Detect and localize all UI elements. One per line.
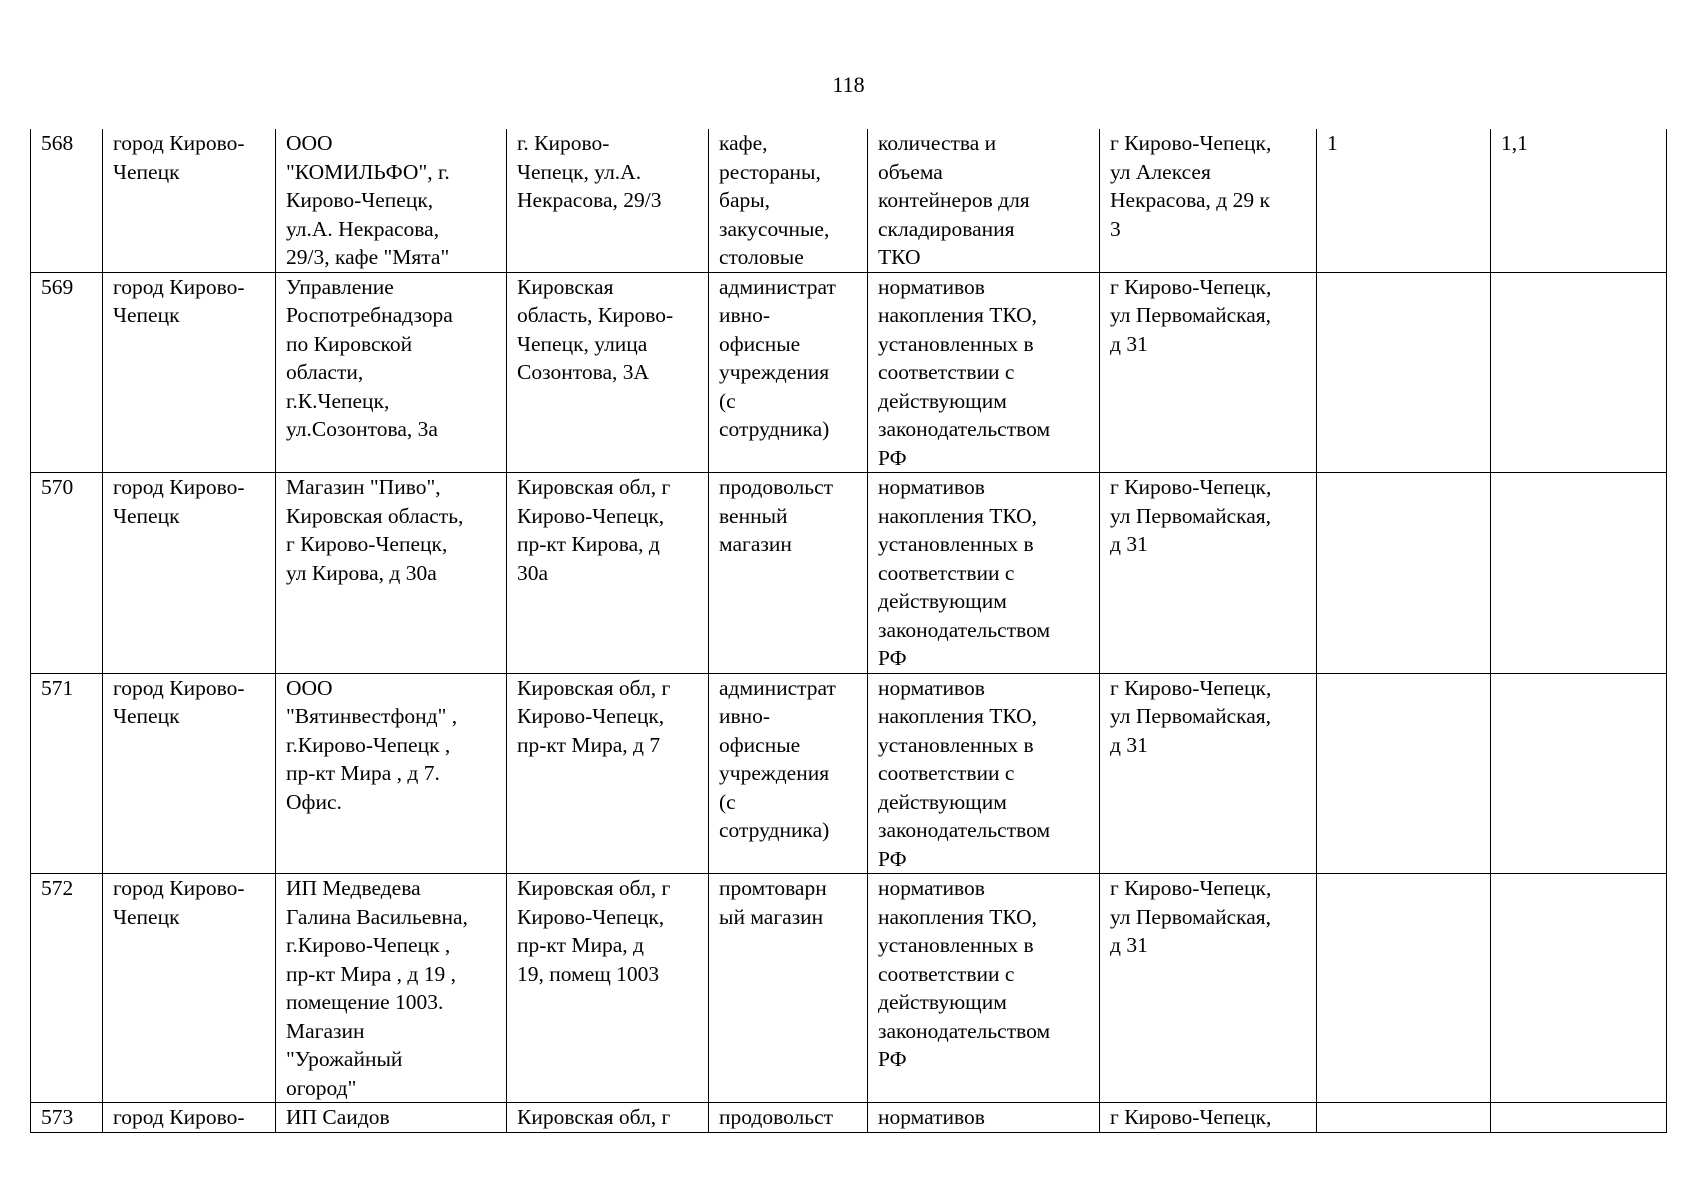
quantity-cell [1317,874,1491,1103]
table-row [31,129,1667,272]
category-cell: продовольст [709,1103,868,1133]
organization-cell: ООО "КОМИЛЬФО", г. Кирово-Чепецк, ул.А. Некрасова, 29/3, кафе "Мята" [276,129,507,272]
address-cell: Кировская обл, г [507,1103,709,1133]
address-cell: Кировская обл, г Кирово-Чепецк, пр-кт Мира, д 7 [507,673,709,874]
calculation-basis-cell: нормативов накопления ТКО, установленных в соответствии с действующим законодательством РФ [868,272,1100,473]
calculation-basis-cell: нормативов накопления ТКО, установленных в соответствии с действующим законодательством РФ [868,473,1100,674]
address-cell: Кировская область, Кирово- Чепецк, улица Созонтова, 3А [507,272,709,473]
volume-cell [1491,272,1667,473]
address-cell: Кировская обл, г Кирово-Чепецк, пр-кт Кирова, д 30а [507,473,709,674]
table-row [31,673,1667,874]
table-body [31,129,1667,1132]
address-cell: г. Кирово- Чепецк, ул.А. Некрасова, 29/3 [507,129,709,272]
table-row [31,473,1667,674]
volume-cell [1491,473,1667,674]
category-cell: продовольст венный магазин [709,473,868,674]
calculation-basis-cell: нормативов накопления ТКО, установленных в соответствии с действующим законодательством РФ [868,874,1100,1103]
settlement-cell: город Кирово- Чепецк [103,874,276,1103]
table-row [31,1103,1667,1133]
site-address-cell: г Кирово-Чепецк, ул Первомайская, д 31 [1100,272,1317,473]
row-number-cell: 569 [31,272,103,473]
category-cell: кафе, рестораны, бары, закусочные, столовые [709,129,868,272]
calculation-basis-cell: нормативов [868,1103,1100,1133]
row-number-cell: 568 [31,129,103,272]
row-number-cell: 572 [31,874,103,1103]
quantity-cell: 1 [1317,129,1491,272]
page-number: 118 [832,72,865,97]
site-address-cell: г Кирово-Чепецк, ул Первомайская, д 31 [1100,673,1317,874]
table-row [31,272,1667,473]
organization-cell: ИП Саидов [276,1103,507,1133]
quantity-cell [1317,1103,1491,1133]
row-number-cell: 573 [31,1103,103,1133]
address-cell: Кировская обл, г Кирово-Чепецк, пр-кт Мира, д 19, помещ 1003 [507,874,709,1103]
quantity-cell [1317,673,1491,874]
row-number-cell: 571 [31,673,103,874]
site-address-cell: г Кирово-Чепецк, [1100,1103,1317,1133]
site-address-cell: г Кирово-Чепецк, ул Первомайская, д 31 [1100,473,1317,674]
volume-cell [1491,1103,1667,1133]
organization-cell: Управление Роспотребнадзора по Кировской области, г.К.Чепецк, ул.Созонтова, 3а [276,272,507,473]
organization-cell: Магазин "Пиво", Кировская область, г Кирово-Чепецк, ул Кирова, д 30а [276,473,507,674]
quantity-cell [1317,272,1491,473]
volume-cell [1491,874,1667,1103]
organization-cell: ИП Медведева Галина Васильевна, г.Кирово-Чепецк , пр-кт Мира , д 19 , помещение 1003. Магазин "Урожайный огород" [276,874,507,1103]
settlement-cell: город Кирово- [103,1103,276,1133]
row-number-cell: 570 [31,473,103,674]
calculation-basis-cell: нормативов накопления ТКО, установленных в соответствии с действующим законодательством РФ [868,673,1100,874]
site-address-cell: г Кирово-Чепецк, ул Первомайская, д 31 [1100,874,1317,1103]
quantity-cell [1317,473,1491,674]
site-address-cell: г Кирово-Чепецк, ул Алексея Некрасова, д 29 к 3 [1100,129,1317,272]
category-cell: промтоварн ый магазин [709,874,868,1103]
settlement-cell: город Кирово- Чепецк [103,473,276,674]
category-cell: администрат ивно- офисные учреждения (с сотрудника) [709,673,868,874]
calculation-basis-cell: количества и объема контейнеров для складирования ТКО [868,129,1100,272]
settlement-cell: город Кирово- Чепецк [103,129,276,272]
volume-cell [1491,673,1667,874]
waste-sites-table [30,129,1667,1133]
settlement-cell: город Кирово- Чепецк [103,673,276,874]
table-row [31,874,1667,1103]
volume-cell: 1,1 [1491,129,1667,272]
organization-cell: ООО "Вятинвестфонд" , г.Кирово-Чепецк , пр-кт Мира , д 7. Офис. [276,673,507,874]
settlement-cell: город Кирово- Чепецк [103,272,276,473]
category-cell: администрат ивно- офисные учреждения (с сотрудника) [709,272,868,473]
